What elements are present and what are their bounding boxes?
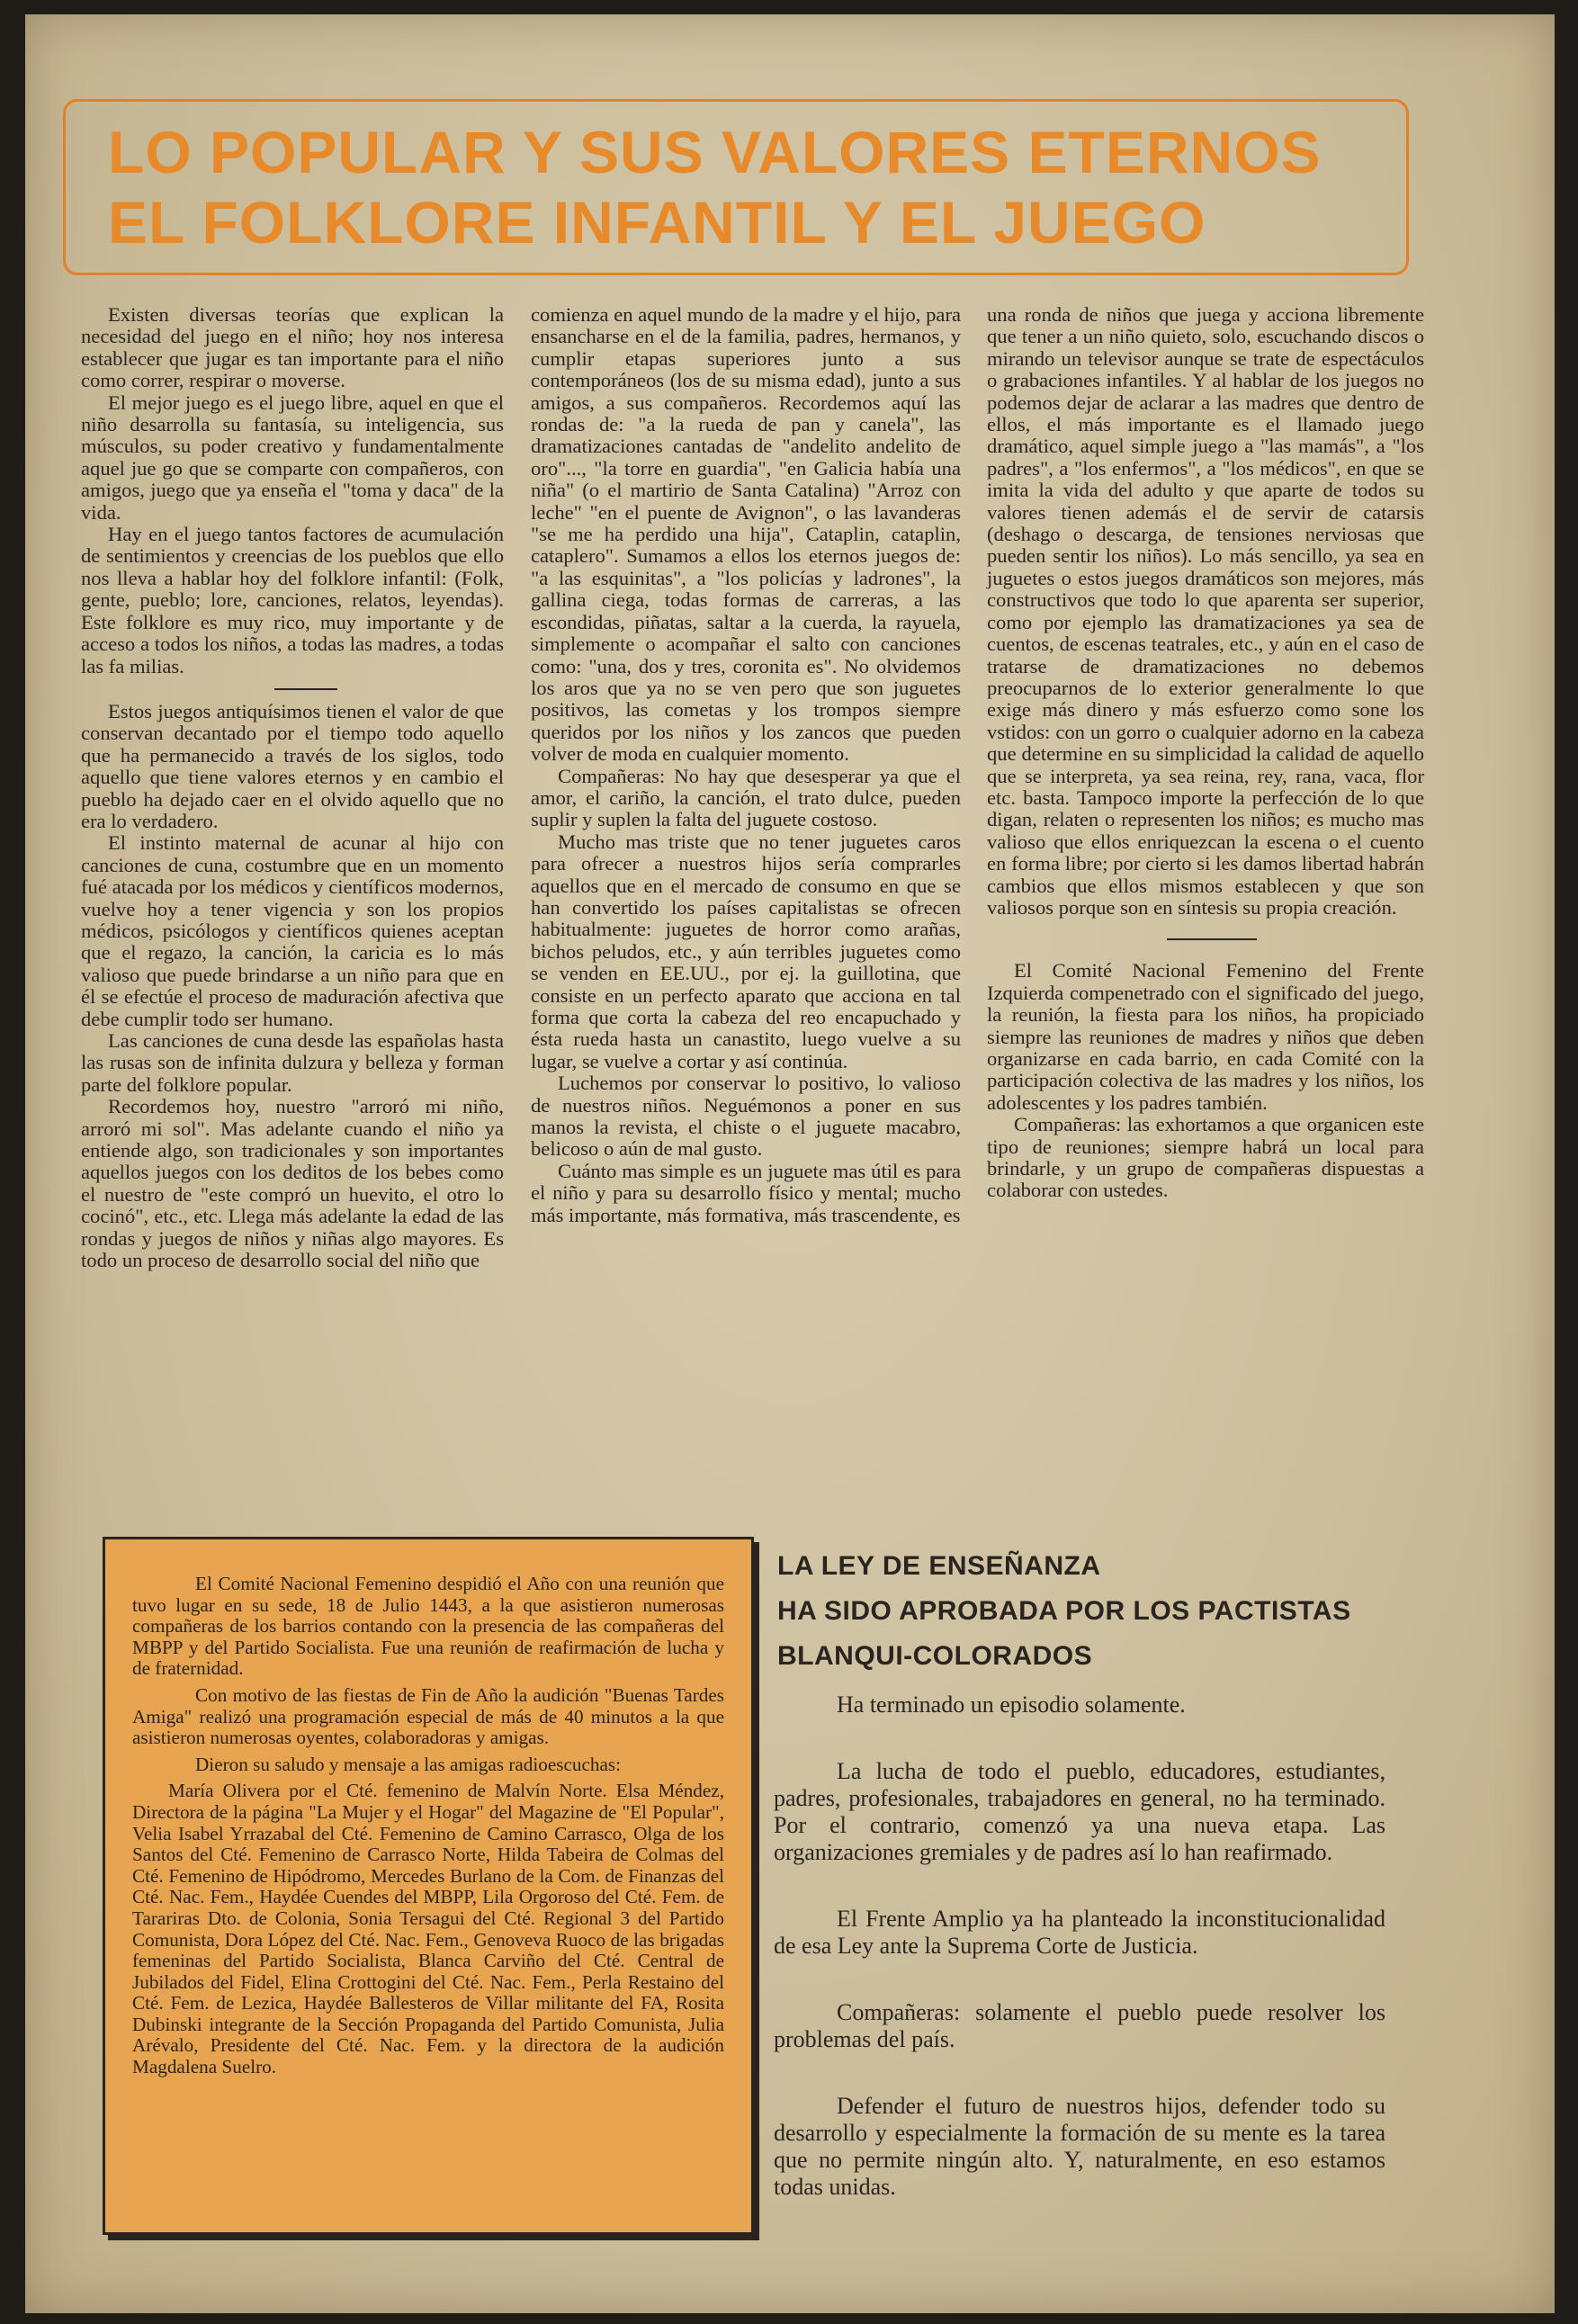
section-divider [1167,938,1257,940]
paragraph: Mucho mas triste que no tener juguetes caros para ofrecer a nuestros hijos sería comprarles aquellos que en el mercado de consumo en que se han convertido los países capitalistas se ofrecen habitualmente: juguetes de horror como arañas, bichos peludos, etc., y aún terribles juguetes como se venden en EE.UU., por ej. la guillotina, que consiste en un perfecto aparato que acciona en tal forma que corta la cabeza del reo encapuchado y ésta rueda hasta un canastito, luego vuelve a su lugar, se vuelve a cortar y así continúa. [531,830,961,1072]
section-divider [274,688,337,690]
law-headline-line-3: BLANQUI-COLORADOS [777,1641,1093,1671]
title-line-2: EL FOLKLORE INFANTIL Y EL JUEGO [108,189,1206,256]
paragraph: comienza en aquel mundo de la madre y el hijo, para ensancharse en el de la familia, padres, hermanos, y cumplir etapas superiores junto a sus contemporáneos (los de su misma edad), junto a sus amigos, a sus compañeros. Recordemos aquí las rondas de: "a la rueda de pan y canela", las dramatizaciones cantadas de "andelito andelito de oro"..., "la torre en guardia", "en Galicia había una niña" (o el martirio de Santa Catalina) "Arroz con leche" "en el puente de Avignon", o las lavanderas "se me ha perdido una hija", Cataplin, cataplin, cataplero". Sumamos a ellos los eternos juegos de: "a las esquinitas", a "los policías y ladrones", la gallina ciega, todas formas de carreras, a las escondidas, piñatas, saltar a la cuerda, la rayuela, simplemente o acompañar el salto con canciones como: "una, dos y tres, coronita es". No olvidemos los aros que ya no se ven pero que son juguetes positivos, las cometas y los trompos siempre queridos por los niños y los zancos que pueden volver de moda en cualquier momento. [531,303,961,766]
article-column-1 [81,304,504,1271]
box-paragraph: El Comité Nacional Femenino despidió el Año con una reunión que tuvo lugar en su sede, 18 de Julio 1443, a la que asistieron numerosas compañeras de los barrios contando con la presencia de las compañeras del MBPP y del Partido Socialista. Fue una reunión de reafirmación de lucha y de fraternidad. [132,1573,724,1680]
news-box-comite-femenino [103,1537,754,2235]
law-paragraph: Defender el futuro de nuestros hijos, defender todo su desarrollo y especialmente la formación de su mente es la tarea que no permite ningún alto. Y, naturalmente, en eso estamos todas unidas. [774,2093,1385,2200]
law-paragraph: La lucha de todo el pueblo, educadores, estudiantes, padres, profesionales, trabajadores en general, no ha terminado. Por el contrario, comenzó ya una nueva etapa. Las organizaciones gremiales y de padres así lo han reafirmado. [774,1758,1385,1865]
title-line-1: LO POPULAR Y SUS VALORES ETERNOS [108,119,1322,185]
paragraph: El mejor juego es el juego libre, aquel en que el niño desarrolla su fantasía, su inteligencia, sus músculos, su poder creativo y fundamentalmente aquel jue go que se comparte con compañeros, con amigos, juego que ya enseña el "toma y daca" de la vida. [81,390,504,524]
law-paragraph: Ha terminado un episodio solamente. [837,1691,1186,1718]
paragraph: Luchemos por conservar lo positivo, lo valioso de nuestros niños. Neguémonos a poner en sus manos la revista, el chiste o el juguete macabro, belicoso o aún de mal gusto. [531,1072,961,1161]
law-paragraph: Compañeras: solamente el pueblo puede resolver los problemas del país. [774,1999,1385,2052]
paragraph: una ronda de niños que juega y acciona libremente que tener a un niño quieto, solo, escuchando discos o mirando un televisor aunque se trate de espectáculos o grabaciones infantiles. Y al hablar de los juegos no podemos dejar de aclarar a las madres que dentro de ellos, el más importante es el llamado juego dramático, aquel simple juego a "las mamás", a "los padres", a "los enfermos", a "los médicos", en que se imita la vida del adulto y que aparte de todos su valores tienen además el de servir de catarsis (deshago o descarga, de tensiones nerviosas que pueden sentir los niños). Lo más sencillo, ya sea en juguetes o estos juegos dramáticos son mejores, más constructivos que todo lo que aparenta ser superior, como por ejemplo las dramatizaciones ya sea de cuentos, de escenas teatrales, etc., y aún en el caso de tratarse de dramatizaciones no debemos preocuparnos de lo exterior generalmente lo que exige más dinero y más esfuerzo como sone los vstidos: con un gorro o cualquier adorno en la cabeza que determine en su simplicidad la calidad de aquello que se interpreta, ya sea reina, rey, rana, vaca, flor etc. basta. Tampoco importe la perfección de lo que digan, relaten o representen los niños; es mucho mas valioso que ellos enriquezcan la escena o el cuento en forma libre; por cierto si les damos libertad habrán cambios que ellos mismos establecen y que son valiosos porque son en síntesis su propia creación. [987,303,1424,919]
paragraph: Compañeras: las exhortamos a que organicen este tipo de reuniones; siempre habrá un local para brindarle, y un grupo de compañeras dispuestas a colaborar con ustedes. [987,1113,1424,1202]
article-column-2 [531,304,961,1226]
paragraph: El Comité Nacional Femenino del Frente Izquierda compenetrado con el significado del juego, la reunión, la fiesta para los niños, ha propiciado siempre las reuniones de madres y niños que deben organizarse en cada barrio, en cada Comité con la participación colectiva de las madres y los niños, los adolescentes y los padres también. [987,959,1424,1114]
box-paragraph: Dieron su saludo y mensaje a las amigas radioescuchas: [195,1753,622,1775]
paragraph: El instinto maternal de acunar al hijo con canciones de cuna, costumbre que en un momento fué atacada por los médicos y científicos modernos, vuelve hoy a tener vigencia y son los propios médicos, psicólogos y científicos quienes aceptan que el regazo, la canción, la caricia es lo más valioso que puede brindarse a un niño para que en él se efectúe el proceso de maduración afectiva que debe cumplir todo ser humano. [81,831,504,1030]
paragraph: Recordemos hoy, nuestro "arroró mi niño, arroró mi sol". Mas adelante cuando el niño ya entiende algo, son tradicionales y son importantes aquellos juegos con los deditos de los bebes como el nuestro de "este compró un huevito, el otro lo cocinó", etc., etc. Llega más adelante la edad de las rondas y juegos de niños y niñas algo mayores. Es todo un proceso de desarrollo social del niño que [81,1095,504,1272]
article-title [108,117,1439,257]
paragraph: Cuánto mas simple es un juguete mas útil es para el niño y para su desarrollo físico y mental; mucho más importante, más formativa, más trascendente, es [531,1159,961,1226]
paragraph: Las canciones de cuna desde las españolas hasta las rusas son de infinita dulzura y belleza y forman parte del folklore popular. [81,1029,504,1096]
box-paragraph: Con motivo de las fiestas de Fin de Año la audición "Buenas Tardes Amiga" realizó una programación especial de más de 40 minutos a la que asistieron numerosas oyentes, colaboradoras y amigas. [132,1683,724,1749]
paragraph: Compañeras: No hay que desesperar ya que el amor, el cariño, la canción, el trato dulce, pueden suplir y suplen la falta del juguete costoso. [531,764,961,831]
law-headline-line-1: LA LEY DE ENSEÑANZA [777,1551,1101,1581]
article-column-3 [987,304,1424,1202]
law-article-body [774,1691,1385,2240]
law-headline [777,1544,1461,1679]
box-paragraph-names: María Olivera por el Cté. femenino de Malvín Norte. Elsa Méndez, Directora de la página "La Mujer y el Hogar" del Magazine de "El Popular", Velia Isabel Yrrazabal del Cté. Femenino de Camino Carrasco, Olga de los Santos del Cté. Femenino de Carrasco Norte, Hilda Tabeira de Colmas del Cté. Femenino de Hipódromo, Mercedes Burlano de la Com. de Finanzas del Cté. Nac. Fem., Haydée Cuendes del MBPP, Lila Orgoroso del Cté. Fem. de Tarariras Dto. de Colonia, Sonia Tersagui del Cté. Regional 3 del Partido Comunista, Dora López del Cté. Nac. Fem., Genoveva Ruoco de las brigadas femeninas del Partido Socialista, Blanca Carviño del Cté. Central de Jubilados del Fidel, Elina Crottogini del Cté. Nac. Fem., Perla Restaino del Cté. Fem. de Lezica, Haydée Ballesteros de Villar militante del FA, Rosita Dubinski integrante de la Sección Propaganda del Partido Comunista, Julia Arévalo, Presidente del Cté. Nac. Fem. y la directora de la audición Magdalena Suelro. [132,1780,724,2078]
paragraph: Existen diversas teorías que explican la necesidad del juego en el niño; hoy nos interesa establecer que jugar es tan importante para el niño como correr, respirar o moverse. [81,303,504,392]
paragraph: Estos juegos antiquísimos tienen el valor de que conservan decantado por el tiempo todo aquello que ha permanecido a través de los siglos, todo aquello que tiene valores eternos y en cambio el pueblo ha dejado caer en el olvido aquello que no era lo verdadero. [81,699,504,832]
law-paragraph: El Frente Amplio ya ha planteado la inconstitucionalidad de esa Ley ante la Suprema Corte de Justicia. [774,1906,1385,1959]
law-headline-line-2: HA SIDO APROBADA POR LOS PACTISTAS [777,1596,1351,1626]
paragraph: Hay en el juego tantos factores de acumulación de sentimientos y creencias de los pueblos que ello nos lleva a hablar hoy del folklore infantil: (Folk, gente, pueblo; lore, canciones, relatos, leyendas). Este folklore es muy rico, muy importante y de acceso a todos los niños, a todas las madres, a todas las fa milias. [81,523,504,677]
